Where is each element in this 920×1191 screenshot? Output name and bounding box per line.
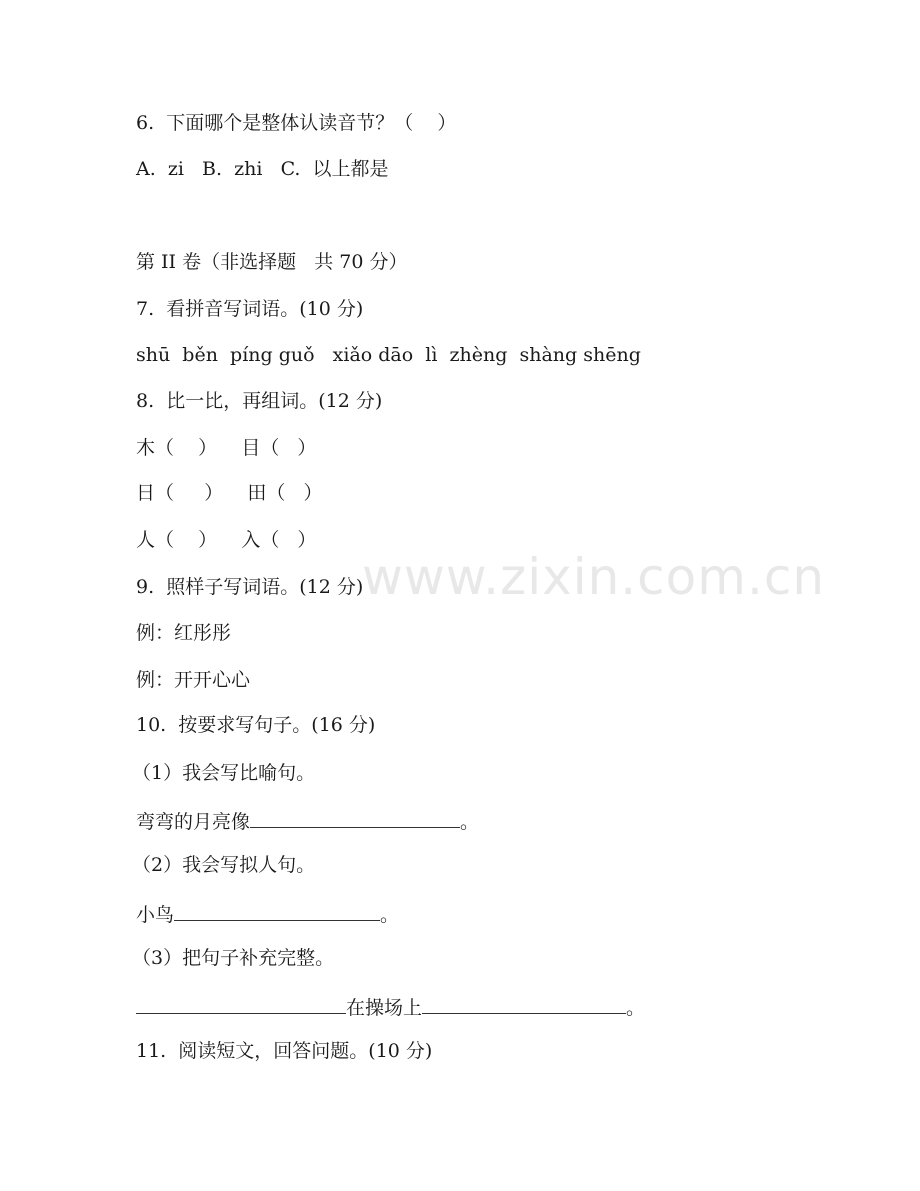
q10-part3-blank-1[interactable] [136,993,346,1014]
q10-part3-title: （3）把句子补充完整。 [132,947,335,969]
q10-part3-suffix: 。 [626,997,646,1019]
q7-question: 7. 看拼音写词语。(10 分) [136,298,364,320]
q10-part2-blank[interactable] [174,900,380,921]
q7-pinyin: shū běn píng guǒ xiǎo dāo lì zhèng shàng shēng [136,344,641,366]
q10-part1-prefix: 弯弯的月亮像 [136,811,251,833]
q10-part1-sentence [136,807,479,834]
q10-part2-title: （2）我会写拟人句。 [132,854,316,876]
q10-part1-title: （1）我会写比喻句。 [132,762,316,784]
q9-example-2: 例：开开心心 [136,669,251,691]
q10-part2-prefix: 小鸟 [136,904,175,926]
q6-options: A. zi B. zhi C. 以上都是 [136,158,389,180]
q8-question: 8. 比一比，再组词。(12 分) [136,390,383,412]
watermark: www.zixin.com.cn [362,548,826,606]
q10-part2-suffix: 。 [380,904,400,926]
q8-row-2: 日（ ） 田（ ） [136,482,323,504]
q10-part3-middle: 在操场上 [346,997,423,1019]
q9-question: 9. 照样子写词语。(12 分) [136,576,364,598]
q10-part1-blank[interactable] [250,807,460,828]
q9-example-1: 例：红彤彤 [136,622,232,644]
q10-question: 10. 按要求写句子。(16 分) [136,714,376,736]
q8-row-3: 人（ ） 入（ ） [136,529,317,551]
q11-question: 11. 阅读短文，回答问题。(10 分) [136,1040,433,1062]
q10-part3-sentence [136,993,645,1020]
q10-part2-sentence [136,900,399,927]
q6-question: 6. 下面哪个是整体认读音节？（ ） [136,112,457,134]
q8-row-1: 木（ ） 目（ ） [136,437,317,459]
q10-part1-suffix: 。 [460,811,480,833]
q10-part3-blank-2[interactable] [422,993,626,1014]
section-2-heading: 第 II 卷（非选择题 共 70 分） [136,251,408,273]
